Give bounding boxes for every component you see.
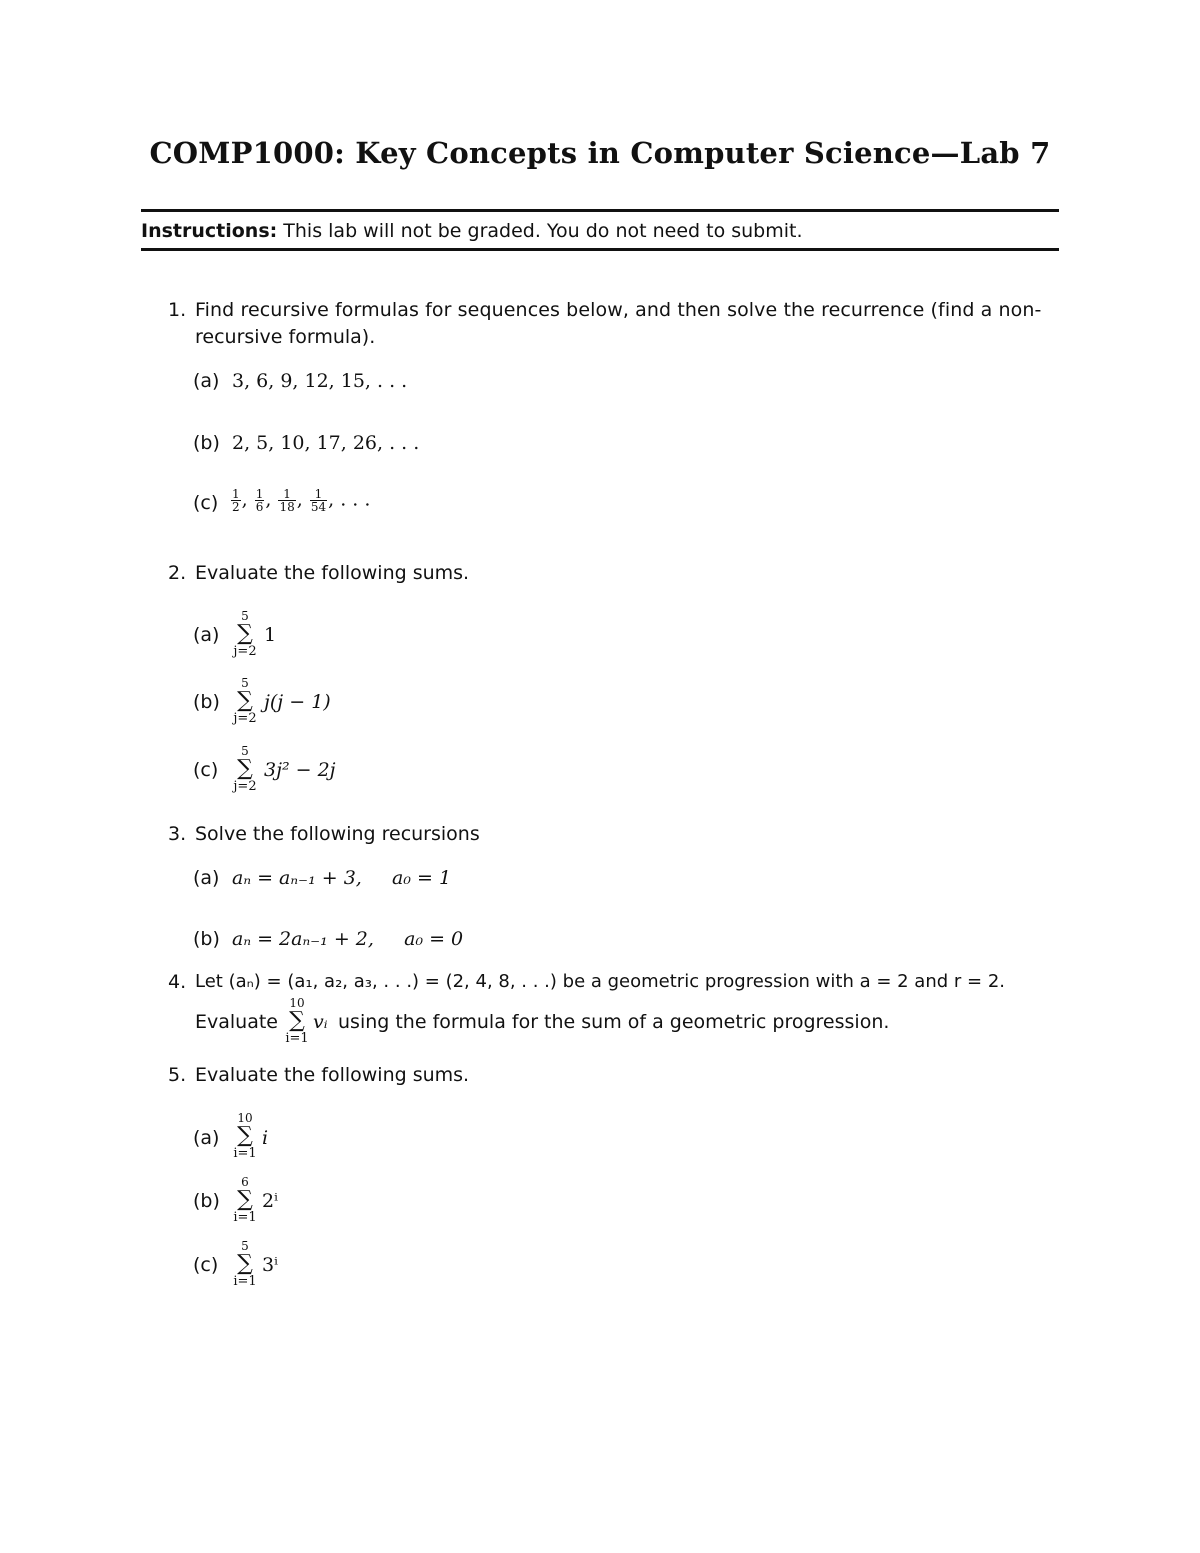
q4-line2-rest: using the formula for the sum of a geometric progression. — [338, 1011, 890, 1033]
bottom-rule — [141, 248, 1059, 251]
q2-number: 2. — [168, 562, 187, 584]
summation: 5 ∑ j=2 — [233, 676, 257, 726]
q4-line1: Let (aₙ) = (a₁, a₂, a₃, . . .) = (2, 4, 8, . . .) be a geometric progression with a = 2 and r = 2. — [195, 971, 1005, 992]
q3-text: Solve the following recursions — [195, 823, 480, 845]
q2b-expression: j(j − 1) — [264, 691, 331, 713]
q1b-label: (b) — [193, 432, 220, 454]
instructions-text: This lab will not be graded. You do not need to submit. — [283, 220, 803, 242]
summation: 6 ∑ i=1 — [233, 1175, 257, 1225]
q4-evaluate-word: Evaluate — [195, 1011, 278, 1033]
q1-text-line2: recursive formula). — [195, 326, 376, 348]
summation: 10 ∑ i=1 — [233, 1111, 257, 1161]
q1a-label: (a) — [193, 370, 220, 392]
instructions — [141, 220, 803, 242]
q1b-sequence: 2, 5, 10, 17, 26, . . . — [232, 432, 420, 454]
fraction: $\frac{1}{6}$ — [255, 487, 264, 514]
q5c-label: (c) — [193, 1254, 219, 1276]
q2b-label: (b) — [193, 691, 220, 713]
summation: 5 ∑ j=2 — [233, 744, 257, 794]
top-rule — [141, 209, 1059, 212]
q2c-label: (c) — [193, 759, 219, 781]
q1c-label: (c) — [193, 492, 219, 514]
q2a-expression: 1 — [264, 624, 277, 646]
q1c-sequence: $\frac{1}{2}$ , $\frac{1}{6}$ , $\frac{1}{18}$ , $\frac{1}{54}$ , . . . — [232, 487, 371, 514]
fraction: $\frac{1}{2}$ — [232, 487, 240, 514]
q1-text-line1: Find recursive formulas for sequences below, and then solve the recurrence (find a non- — [195, 299, 1042, 321]
q5a-label: (a) — [193, 1127, 220, 1149]
q2-text: Evaluate the following sums. — [195, 562, 470, 584]
fraction: $\frac{1}{54}$ — [310, 487, 327, 514]
q5b-label: (b) — [193, 1190, 220, 1212]
q3-number: 3. — [168, 823, 187, 845]
page-title: COMP1000: Key Concepts in Computer Science—Lab 7 — [149, 136, 1051, 170]
q4-number: 4. — [168, 971, 187, 993]
q4-sum-term: vᵢ — [313, 1011, 328, 1033]
q5-number: 5. — [168, 1064, 187, 1086]
q1a-sequence: 3, 6, 9, 12, 15, . . . — [232, 370, 408, 392]
q5b-expression: 2ⁱ — [262, 1190, 278, 1212]
summation: 5 ∑ j=2 — [233, 609, 257, 659]
instructions-label: Instructions: — [141, 220, 278, 242]
q2c-expression: 3j² − 2j — [264, 759, 336, 781]
q3a-expression: aₙ = aₙ₋₁ + 3, a₀ = 1 — [232, 867, 452, 889]
fraction: $\frac{1}{18}$ — [279, 487, 295, 514]
q5c-expression: 3ⁱ — [262, 1254, 278, 1276]
q1-number: 1. — [168, 299, 187, 321]
q3a-label: (a) — [193, 867, 220, 889]
q2a-label: (a) — [193, 624, 220, 646]
q3b-expression: aₙ = 2aₙ₋₁ + 2, a₀ = 0 — [232, 928, 464, 950]
q5a-expression: i — [262, 1127, 269, 1149]
q3b-label: (b) — [193, 928, 220, 950]
q5-text: Evaluate the following sums. — [195, 1064, 470, 1086]
summation: 10 ∑ i=1 — [285, 996, 309, 1046]
summation: 5 ∑ i=1 — [233, 1239, 257, 1289]
